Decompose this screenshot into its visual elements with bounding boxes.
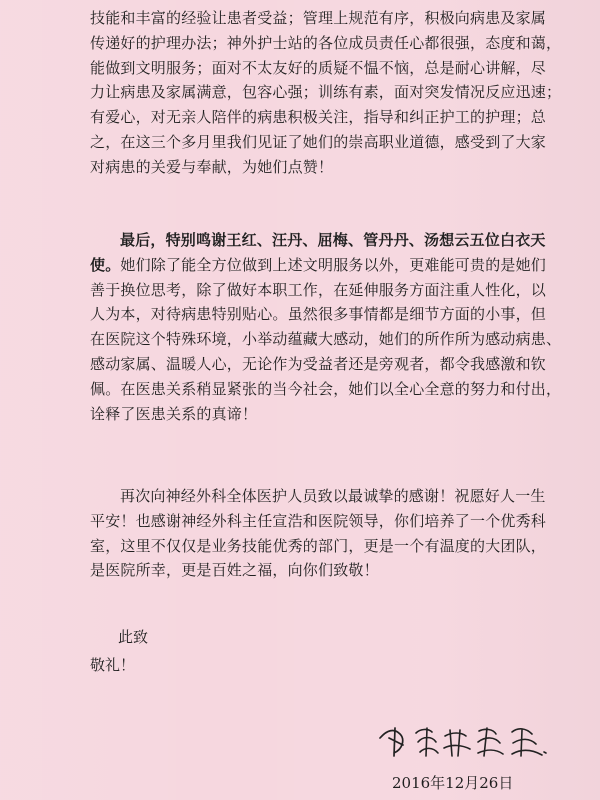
closing-text: 此致 (118, 628, 149, 646)
paragraph-line: 是医院所幸，更是百姓之福，向你们致敬！ (90, 561, 379, 580)
paragraph-line: 室，这里不仅仅是业务技能优秀的部门，更是一个有温度的大团队， (90, 536, 547, 555)
paragraph-line: 有爱心，对无亲人陪伴的病患积极关注，指导和纠正护工的护理；总 (90, 108, 547, 127)
bold-text: 最后，特别鸣谢王红、汪丹、屈梅、管丹丹、汤想云五位白衣天 (120, 231, 546, 249)
paragraph-line: 之，在这三个多月里我们见证了她们的崇高职业道德，感受到了大家 (90, 132, 547, 151)
paragraph-line: 善于换位思考，除了做好本职工作，在延伸服务方面注重人性化，以 (90, 280, 547, 299)
paragraph-line-bold (90, 228, 580, 253)
paragraph-line: 能做到文明服务；面对不太友好的质疑不愠不恼，总是耐心讲解，尽 (90, 58, 547, 77)
paragraph-line-mixed (90, 253, 580, 278)
paragraph-line: 在医院这个特殊环境，小举动蕴藏大感动，她们的所作所为感动病患、 (90, 330, 562, 349)
paragraph-line: 人为本，对待病患特别贴心。虽然很多事情都是细节方面的小事，但 (90, 305, 547, 324)
salute-text: 敬礼！ (90, 656, 136, 674)
paragraph-1 (90, 6, 580, 180)
bold-text: 使。 (90, 255, 121, 274)
handwritten-signature (372, 718, 552, 762)
paragraph-line: 诠释了医患关系的真谛！ (90, 404, 258, 423)
paragraph-line: 对病患的关爱与奉献，为她们点赞！ (90, 157, 334, 176)
paragraph-line: 传递好的护理办法；神外护士站的各位成员责任心都很强，态度和蔼， (90, 33, 562, 52)
paragraph-2 (90, 228, 580, 426)
paragraph-line: 技能和丰富的经验让患者受益；管理上规范有序，积极向病患及家属 (90, 9, 547, 27)
letter-date: 2016年12月26日 (392, 774, 514, 792)
paragraph-line: 佩。在医患关系稍显紧张的当今社会，她们以全心全意的努力和付出， (90, 379, 562, 398)
paragraph-text: 她们除了能全方位做到上述文明服务以外，更难能可贵的是她们 (120, 255, 547, 274)
paragraph-line: 平安！也感谢神经外科主任宣浩和医院领导，你们培养了一个优秀科 (90, 511, 547, 530)
paragraph-3 (90, 484, 580, 583)
paragraph-line: 力让病患及家属满意，包容心强；训练有素，面对突发情况反应迅速； (90, 83, 562, 102)
paragraph-line: 感动家属、温暖人心，无论作为受益者还是旁观者，都令我感激和钦 (90, 354, 547, 373)
paragraph-line: 再次向神经外科全体医护人员致以最诚挚的感谢！祝愿好人一生 (120, 487, 546, 505)
